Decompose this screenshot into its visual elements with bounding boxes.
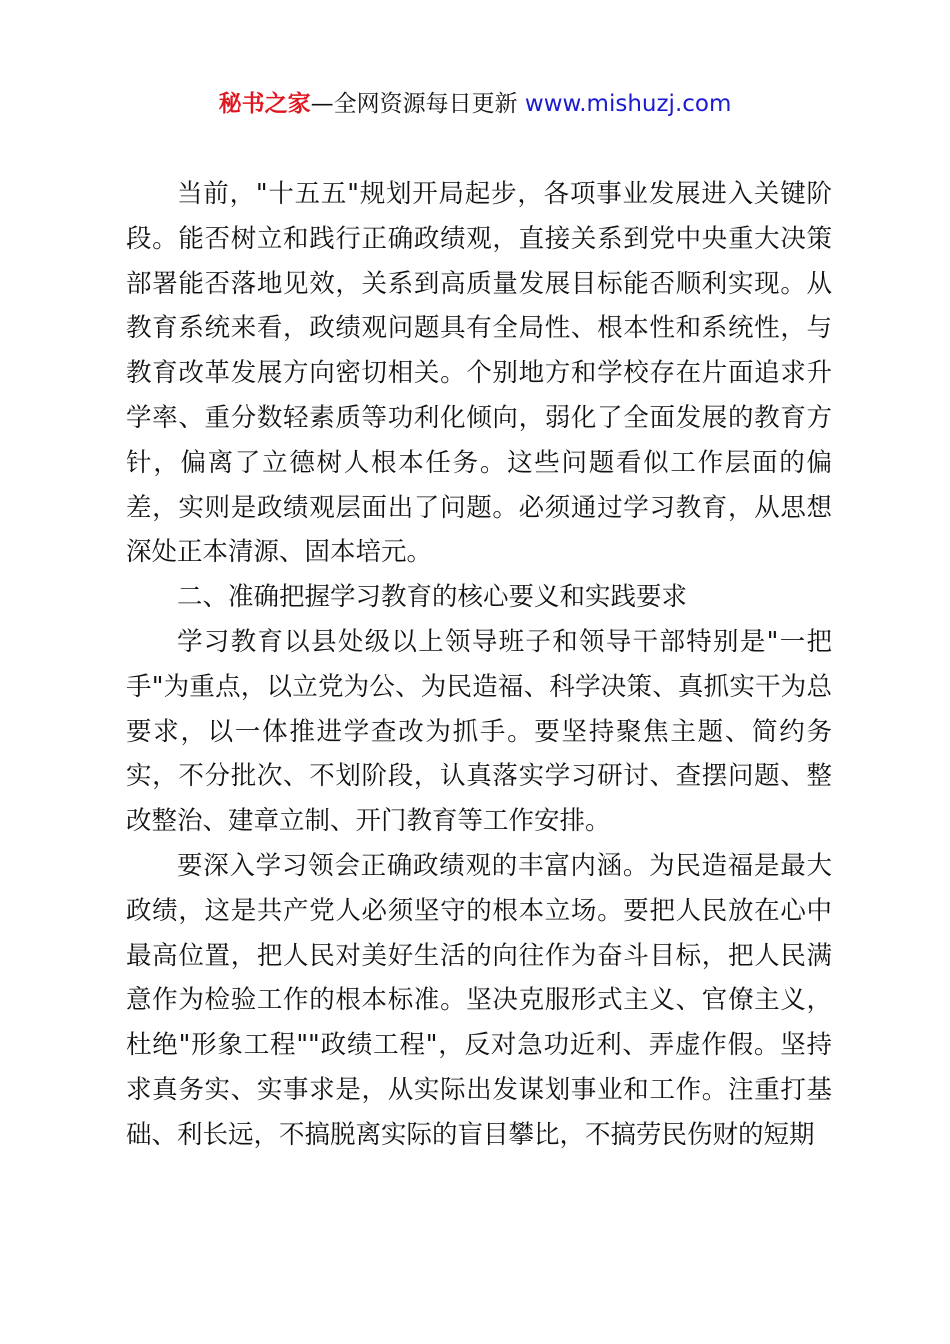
paragraph-requirements: 学习教育以县处级以上领导班子和领导干部特别是"一把手"为重点，以立党为公、为民造福、科学决策、真抓实干为总要求，以一体推进学查改为抓手。要坚持聚焦主题、简约务实，不分批次、不划阶段，认真落实学习研讨、查摆问题、整改整治、建章立制、开门教育等工作安排。: [126, 626, 832, 837]
page-header: [0, 88, 950, 120]
site-url-link[interactable]: www.mishuzj.com: [524, 91, 732, 117]
header-slogan: —全网资源每日更新: [310, 91, 525, 117]
section-heading: 二、准确把握学习教育的核心要义和实践要求: [177, 582, 688, 613]
paragraph-context: 当前，"十五五"规划开局起步，各项事业发展进入关键阶段。能否树立和践行正确政绩观，直接关系到党中央重大决策部署能否落地见效，关系到高质量发展目标能否顺利实现。从教育系统来看，政绩观问题具有全局性、根本性和系统性，与教育改革发展方向密切相关。个别地方和学校存在片面追求升学率、重分数轻素质等功利化倾向，弱化了全面发展的教育方针，偏离了立德树人根本任务。这些问题看似工作层面的偏差，实则是政绩观层面出了问题。必须通过学习教育，从思想深处正本清源、固本培元。: [126, 179, 832, 568]
paragraph-connotation: 要深入学习领会正确政绩观的丰富内涵。为民造福是最大政绩，这是共产党人必须坚守的根本立场。要把人民放在心中最高位置，把人民对美好生活的向往作为奋斗目标，把人民满意作为检验工作的根本标准。坚决克服形式主义、官僚主义，杜绝"形象工程""政绩工程"，反对急功近利、弄虚作假。坚持求真务实、实事求是，从实际出发谋划事业和工作。注重打基础、利长远，不搞脱离实际的盲目攀比，不搞劳民伤财的短期: [126, 850, 832, 1150]
document-body: [126, 172, 832, 1158]
brand-name: 秘书之家: [218, 91, 311, 117]
